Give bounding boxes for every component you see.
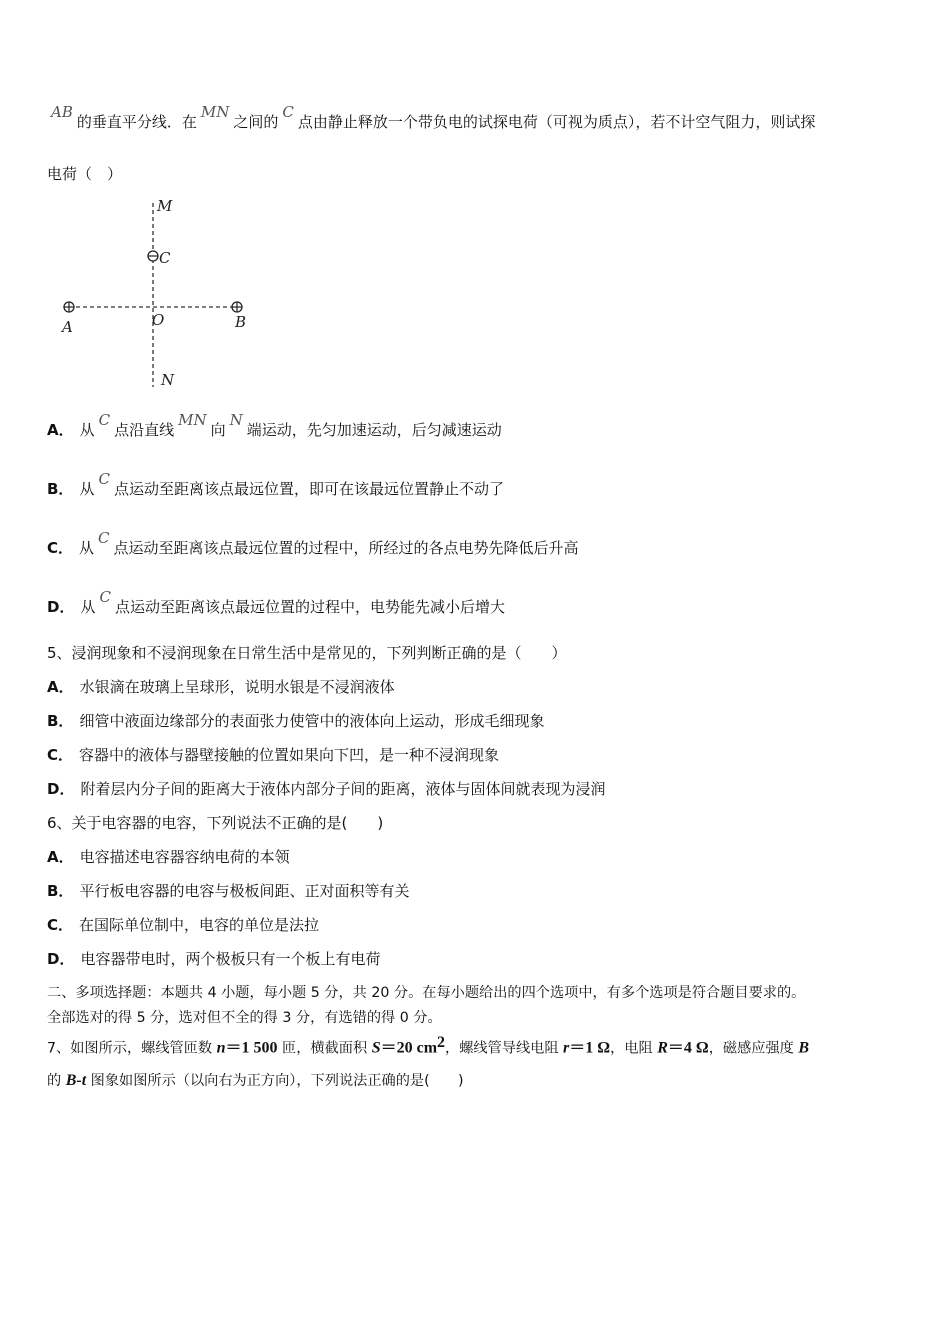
label-m: M <box>157 197 173 215</box>
q7-text: ，电阻 <box>610 1040 658 1057</box>
var-bt: B-t <box>65 1072 87 1089</box>
var-c: C <box>98 529 110 547</box>
var-n: N <box>229 411 243 429</box>
option-text: 细管中液面边缘部分的表面张力使管中的液体向上运动，形成毛细现象 <box>79 712 545 730</box>
label-o: O <box>152 311 165 329</box>
q6-stem: 6、关于电容器的电容，下列说法不正确的是( ) <box>47 814 384 832</box>
label-a: A <box>62 318 73 336</box>
var-c: C <box>98 411 111 429</box>
option-letter: D． <box>47 598 75 616</box>
intro-text-4: 电荷（ ） <box>47 165 123 183</box>
option-letter: A． <box>47 848 74 866</box>
q4-option-a <box>47 411 502 440</box>
intro-text-2: 之间的 <box>233 113 279 131</box>
option-letter: D． <box>47 780 75 798</box>
label-n: N <box>161 371 175 389</box>
option-letter: C． <box>47 916 74 934</box>
q7-text: 匝，横截面积 <box>277 1040 372 1057</box>
var-c: C <box>99 588 111 606</box>
option-letter: A． <box>47 678 74 696</box>
var-ab: AB <box>51 103 73 121</box>
option-letter: B． <box>47 480 74 498</box>
var-mn: MN <box>178 411 207 429</box>
q4-option-b <box>47 470 504 499</box>
q7-text: ，螺线管导线电阻 <box>445 1040 564 1057</box>
var-B: B <box>798 1039 809 1057</box>
section2-line-1: 二、多项选择题：本题共 4 小题，每小题 5 分，共 20 分。在每小题给出的四个选项中，有多个选项是符合题目要求的。 <box>47 985 806 1001</box>
test-charge-c-minus-icon <box>148 251 158 261</box>
var-s: S <box>371 1039 381 1057</box>
value-s: ＝20 cm <box>380 1039 438 1057</box>
q7-text: 图象如图所示（以向右为正方向），下列说法正确的是( ) <box>86 1073 464 1089</box>
option-letter: C． <box>47 746 74 764</box>
var-c: C <box>98 470 110 488</box>
option-text: 向 <box>210 421 226 439</box>
var-r: r <box>563 1039 570 1057</box>
option-text: 水银滴在玻璃上呈球形，说明水银是不浸润液体 <box>79 678 395 696</box>
q5-option-a <box>47 677 395 697</box>
q4-option-c <box>47 529 579 558</box>
q5-stem: 5、浸润现象和不浸润现象在日常生活中是常见的，下列判断正确的是（ ） <box>47 644 567 662</box>
option-text: 在国际单位制中，电容的单位是法拉 <box>79 916 320 934</box>
intro-text-3: 点由静止释放一个带负电的试探电荷（可视为质点），若不计空气阻力，则试探 <box>297 113 816 131</box>
option-letter: D． <box>47 950 75 968</box>
q6-option-a <box>47 847 290 867</box>
q5-option-b <box>47 711 544 731</box>
intro-text-1: 的垂直平分线．在 <box>76 113 197 131</box>
value-n: ＝1 500 <box>225 1039 278 1057</box>
option-letter: B． <box>47 882 74 900</box>
q7-text: 7、如图所示，螺线管匝数 <box>47 1040 217 1057</box>
option-text: 点运动至距离该点最远位置，即可在该最远位置静止不动了 <box>113 480 504 498</box>
label-b: B <box>235 313 247 331</box>
var-R: R <box>657 1039 668 1057</box>
option-text: 端运动，先匀加速运动，后匀减速运动 <box>246 421 502 439</box>
q7-line-1 <box>47 1033 809 1059</box>
q4-option-d <box>47 588 505 617</box>
option-letter: A． <box>47 421 74 439</box>
label-c: C <box>159 249 171 267</box>
var-mn: MN <box>200 103 230 121</box>
option-text: 从 <box>79 480 95 498</box>
intro-line-2 <box>47 164 122 184</box>
option-text: 点运动至距离该点最远位置的过程中，电势能先减小后增大 <box>114 598 505 616</box>
value-r: ＝1 Ω <box>569 1039 611 1057</box>
charge-b-plus-icon <box>232 302 242 312</box>
charge-diagram <box>55 195 265 395</box>
q6-option-b <box>47 881 409 901</box>
value-R: ＝4 Ω <box>667 1039 709 1057</box>
charge-a-plus-icon <box>64 302 74 312</box>
option-letter: B． <box>47 712 74 730</box>
q5-option-c <box>47 745 499 765</box>
option-letter: C． <box>47 539 74 557</box>
q6-option-d <box>47 949 380 969</box>
q7-text: 的 <box>47 1073 66 1089</box>
q6-option-c <box>47 915 319 935</box>
q7-line-2 <box>47 1071 464 1091</box>
var-c: C <box>282 103 294 121</box>
option-text: 容器中的液体与器壁接触的位置如果向下凹，是一种不浸润现象 <box>79 746 500 764</box>
intro-line-1 <box>47 103 816 132</box>
var-n: n <box>216 1039 226 1057</box>
option-text: 从 <box>80 598 96 616</box>
option-text: 点运动至距离该点最远位置的过程中，所经过的各点电势先降低后升高 <box>113 539 579 557</box>
q7-text: ，磁感应强度 <box>708 1040 799 1057</box>
option-text: 点沿直线 <box>114 421 175 439</box>
option-text: 附着层内分子间的距离大于液体内部分子间的距离，液体与固体间就表现为浸润 <box>80 780 606 798</box>
option-text: 电容器带电时，两个极板只有一个板上有电荷 <box>80 950 381 968</box>
option-text: 平行板电容器的电容与极板间距、正对面积等有关 <box>79 882 410 900</box>
option-text: 从 <box>79 539 95 557</box>
q5-option-d <box>47 779 605 799</box>
section2-line-2: 全部选对的得 5 分，选对但不全的得 3 分，有选错的得 0 分。 <box>47 1010 442 1026</box>
exponent: 2 <box>437 1034 446 1051</box>
option-text: 电容描述电容器容纳电荷的本领 <box>79 848 290 866</box>
option-text: 从 <box>79 421 95 439</box>
